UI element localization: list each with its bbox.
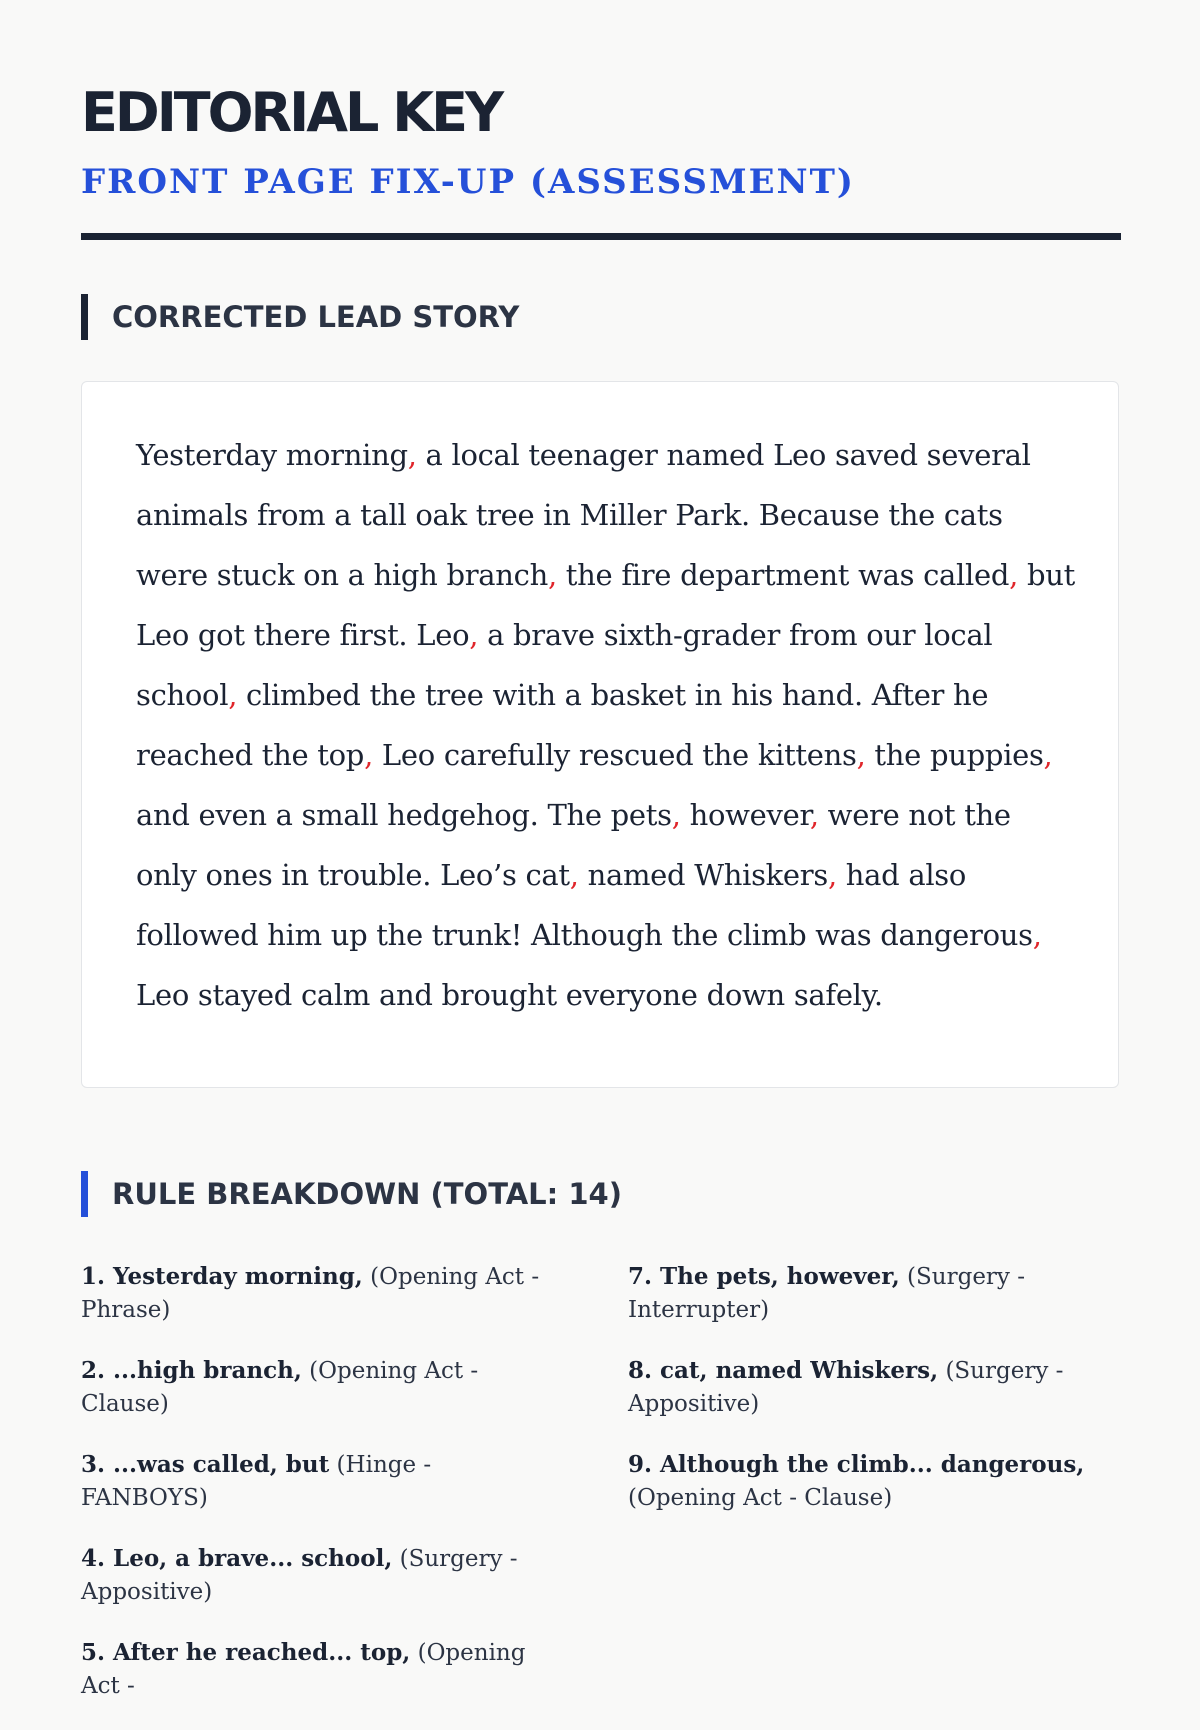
section-heading-lead-story: CORRECTED LEAD STORY [81, 294, 519, 340]
corrected-comma: , [547, 558, 557, 592]
rule-item-example: 1. Yesterday morning, [81, 1263, 363, 1290]
rule-item-example: 8. cat, named Whiskers, [628, 1357, 939, 1384]
story-segment: had also followed him up the trunk! Although the climb was dangerous [136, 858, 1033, 952]
rule-column-left [81, 1260, 561, 1730]
corrected-comma: , [228, 678, 238, 712]
rule-item-example: 4. Leo, a brave... school, [81, 1545, 393, 1572]
rule-item [81, 1260, 561, 1327]
corrected-comma: , [1032, 918, 1042, 952]
corrected-comma: , [1043, 738, 1053, 772]
rule-item [81, 1542, 561, 1609]
header-divider [81, 233, 1121, 240]
rule-column-right [628, 1260, 1108, 1542]
rule-item-category: (Surgery - Appositive) [81, 1546, 518, 1605]
story-segment: named Whiskers [578, 858, 828, 892]
rule-item [628, 1448, 1108, 1515]
rule-item-category: (Opening Act - Phrase) [81, 1264, 540, 1323]
corrected-comma: , [407, 438, 417, 472]
corrected-comma: , [569, 858, 579, 892]
page-title: EDITORIAL KEY [81, 81, 502, 144]
rule-item-category: (Opening Act - [81, 1640, 526, 1699]
rule-item-category: (Surgery - Appositive) [628, 1358, 1064, 1417]
corrected-comma: , [364, 738, 373, 772]
rule-item [81, 1448, 561, 1515]
story-segment: climbed the tree with a basket in his hand. After he reached the top [136, 678, 989, 772]
rule-item [628, 1260, 1108, 1327]
corrected-comma: , [809, 798, 819, 832]
story-segment: the fire department was called [556, 558, 1010, 592]
story-segment: however [680, 798, 810, 832]
corrected-comma: , [856, 738, 866, 772]
story-segment: were not the only ones in trouble. Leo’s cat [136, 798, 1011, 892]
corrected-comma: , [827, 858, 837, 892]
page-subtitle: FRONT PAGE FIX-UP (ASSESSMENT) [81, 162, 855, 202]
section-heading-rule-breakdown: RULE BREAKDOWN (TOTAL: 14) [81, 1171, 622, 1217]
rule-item [81, 1636, 561, 1703]
story-card [81, 381, 1119, 1088]
corrected-comma: , [671, 798, 681, 832]
rule-item-category: (Opening Act - Clause) [81, 1358, 479, 1417]
rule-item-example: 5. After he reached... top, [81, 1639, 411, 1666]
rule-item-example: 3. ...was called, but [81, 1451, 330, 1478]
rule-item-example: 9. Although the climb... dangerous, [628, 1451, 1085, 1478]
rule-item-category: (Surgery - Interrupter) [628, 1264, 1026, 1323]
corrected-story-text [136, 425, 1076, 1025]
story-segment: the puppies [865, 738, 1044, 772]
rule-item [628, 1354, 1108, 1421]
story-segment: and even a small hedgehog. The pets [136, 798, 672, 832]
story-segment: a brave sixth-grader from our local school [136, 618, 993, 712]
rule-item-category: (Opening Act - Clause) [628, 1485, 893, 1511]
story-segment: Yesterday morning [136, 438, 408, 472]
corrected-comma: , [1009, 558, 1019, 592]
story-segment: a local teenager named Leo saved several animals from a tall oak tree in Miller Park. Because the cats were stuck on a high branch [136, 438, 1031, 592]
rule-item [81, 1354, 561, 1421]
story-segment: Leo carefully rescued the kittens [373, 738, 857, 772]
rule-item-category: (Hinge - FANBOYS) [81, 1452, 432, 1511]
story-segment: but Leo got there first. Leo [136, 558, 1075, 652]
story-segment: Leo stayed calm and brought everyone down safely. [136, 978, 883, 1012]
rule-item-example: 7. The pets, however, [628, 1263, 900, 1290]
rule-item-example: 2. ...high branch, [81, 1357, 302, 1384]
corrected-comma: , [469, 618, 479, 652]
